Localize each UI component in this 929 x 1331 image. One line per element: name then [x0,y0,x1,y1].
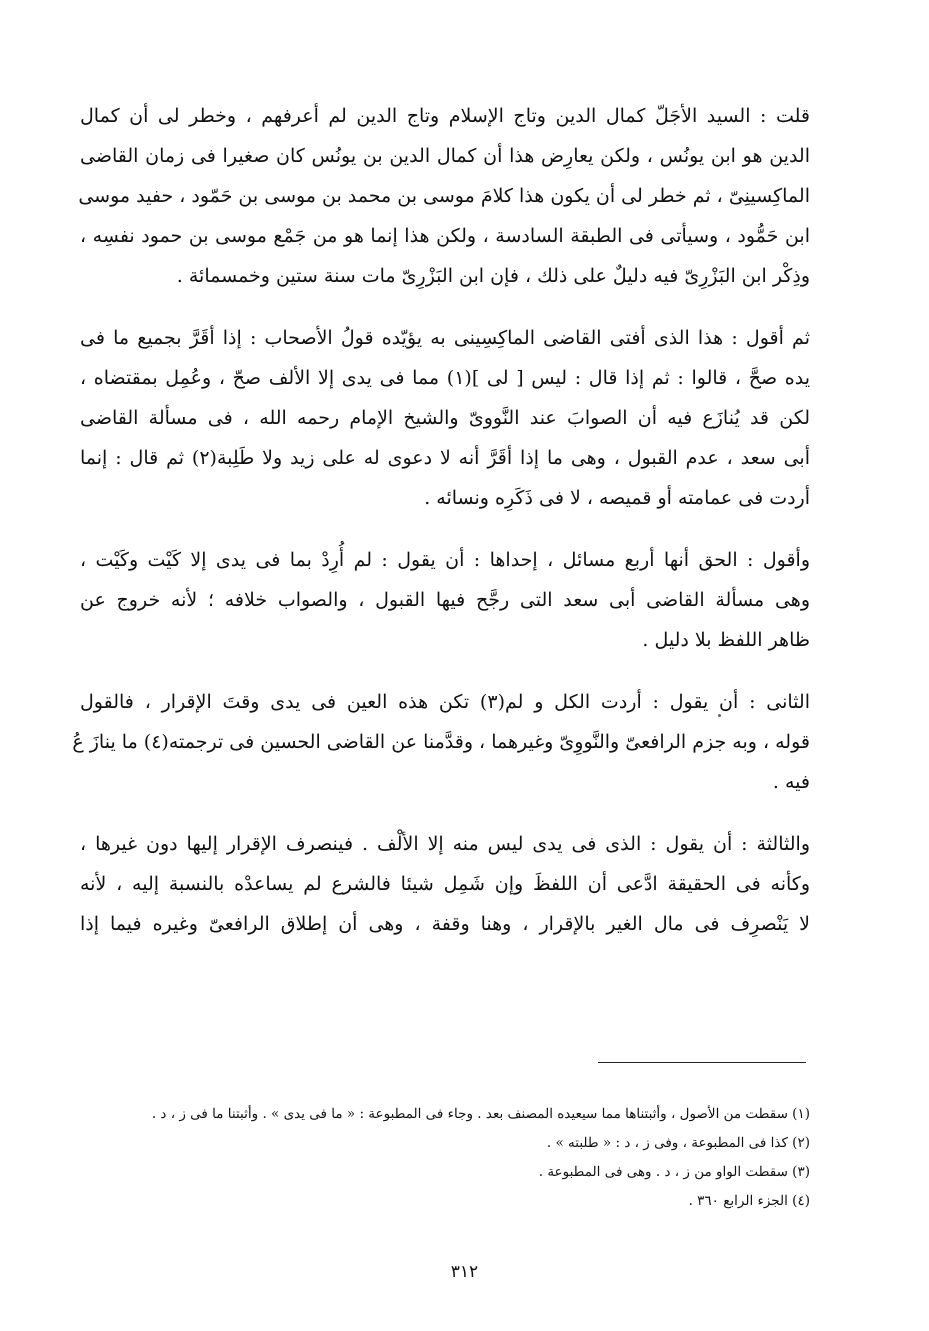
paragraph-4 [72,682,810,802]
footnote-3: (٣) سقطت الواو من ز ، د . وهى فى المطبوعة . [538,1164,810,1180]
text-line: الثانى : أن يقول : أردت الكل و لم(٣) تكن هذه العين فى يدى وقتَ الإقرار ، فالقول [80,691,810,713]
text-line: أردت فى عمامته أو قميصه ، لا فى ذَكَرِه ونسائه . [424,487,810,509]
text-line: وذِكْر ابن البَزْرِىّ فيه دليلٌ على ذلك ، فإن ابن البَزْرِىّ مات سنة ستين وخمسمائة . [176,265,810,287]
text-line: وهى مسألة القاضى أبى سعد التى رجَّح فيها القبول ، والصواب خلافه ؛ لأنه خروج عن [80,589,810,611]
text-line: وأقول : الحق أنها أربع مسائل ، إحداها : أن يقول : لم أُرِدْ بما فى يدى إلا كَيْت وكَيْت ، [80,549,810,571]
text-line: يده صحَّ ، قالوا : ثم إذا قال : ليس [ لى ](١) مما فى يدى إلا الألف صحّ ، وعُمِل بمقتضاه ، [80,367,811,389]
text-line: ظاهر اللفظ بلا دليل . [642,629,810,651]
text-line: لكن قد يُنازَع فيه أن الصوابَ عند النَّووىّ والشيخ الإمام رحمه الله ، فى مسألة القاضى [80,407,810,429]
text-line: والثالثة : أن يقول : الذى فى يدى ليس منه إلا الألْف . فينصرف الإقرار إليها دون غيرها ، [80,833,810,855]
text-line: وكأنه فى الحقيقة ادَّعى أن اللفظَ وإن شَمِل شيئا فالشرع لم يساعدْه بالنسبة إليه ، لأنه [80,873,810,895]
text-line: ثم أقول : هذا الذى أفتى القاضى الماكِسِينى به يؤيّده قولُ الأصحاب : إذا أقَرَّ بجميع ما فى [80,327,810,349]
scan-speck [718,714,721,717]
text-line: ابن حَمُّود ، وسيأتى فى الطبقة السادسة ، ولكن هذا إنما هو من جَمْع موسى بن حمود نفسِه ، [80,225,810,247]
text-line: قلت : السيد الأجَلّ كمال الدين وتاج الإسلام وتاج الدين لم أعرفهم ، وخطر لى أن كمال [80,105,810,127]
footnote-4: (٤) الجزء الرابع ٣٦٠ . [688,1193,810,1209]
text-line: أبى سعد ، عدم القبول ، وهى ما إذا أقَرَّ أنه لا دعوى له على زيد ولا طَلِبة(٢) ثم قال : إنما [80,447,810,469]
paragraph-3 [80,540,810,660]
footnote-divider [598,1062,806,1063]
page-number: ٣١٢ [450,1262,479,1282]
text-line: فيه . [772,771,810,793]
text-line: قوله ، وبه جزم الرافعىّ والنَّووِىّ وغيرهما ، وقدَّمنا عن القاضى الحسين فى ترجمته(٤) ما ينازَ عُ [72,731,810,753]
footnote-2: (٢) كذا فى المطبوعة ، وفى ز ، د : « طلبته » . [546,1135,810,1151]
text-line: الماكِسينِىّ ، ثم خطر لى أن يكون هذا كلامَ موسى بن محمد بن موسى بن حَمّود ، حفيد موسى [78,185,810,207]
text-line: الدين هو ابن يونُس ، ولكن يعارِض هذا أن كمال الدين بن يونُس كان صغيرا فى زمان القاضى [80,145,810,167]
footnote-1: (١) سقطت من الأصول ، وأثبتناها مما سيعيده المصنف بعد . وجاء فى المطبوعة : « ما فى يدى » . وأثبتنا ما فى ز ، د . [151,1106,810,1122]
main-text [72,96,811,966]
paragraph-1 [80,96,810,296]
paragraph-2 [80,318,810,518]
footnotes [80,1100,810,1216]
paragraph-5 [80,824,810,944]
text-line: لا يَنْصرِف فى مال الغير بالإقرار ، وهنا وقفة ، وهى أن إطلاق الرافعىّ وغيره فيما إذا [80,913,810,935]
